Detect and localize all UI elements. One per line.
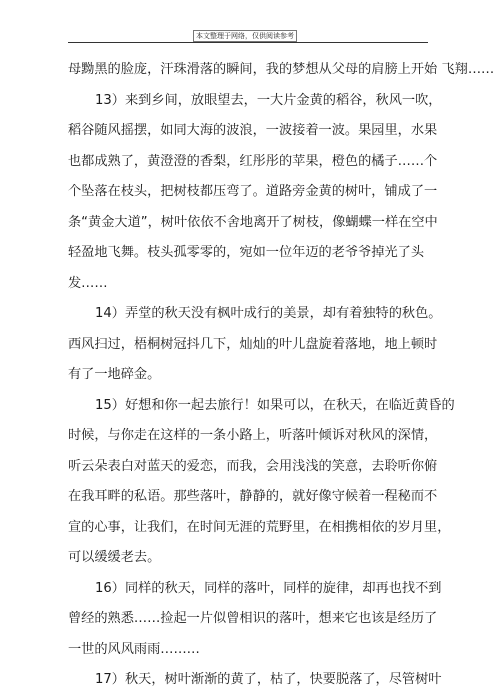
text-line: 个坠落在枝头，把树枝都压弯了。道路旁金黄的树叶，铺成了一 [68, 184, 438, 199]
text-line: 西风扫过，梧桐树冠抖几下，灿灿的叶儿盘旋着落地，地上顿时 [68, 336, 438, 352]
text-line: 宣的心事，让我们，在时间无涯的荒野里，在相携相依的岁月里， [68, 519, 451, 535]
text-line: 13）来到乡间，放眼望去，一大片金黄的稻谷，秋风一吹， [95, 92, 442, 108]
text-line: 17）秋天，树叶渐渐的黄了，枯了，快要脱落了，尽管树叶 [95, 672, 442, 687]
text-line: 条“黄金大道”，树叶依依不舍地离开了树枝，像蝴蝶一样在空中 [68, 214, 438, 230]
text-line: 15）好想和你一起去旅行！如果可以，在秋天，在临近黄昏的 [95, 397, 455, 413]
text-line: 稻谷随风摇摆，如同大海的波浪，一波接着一波。果园里，水果 [68, 123, 438, 138]
text-line: 时候，与你走在这样的一条小路上，听落叶倾诉对秋风的深情， [68, 428, 438, 443]
text-line: 14）弄堂的秋天没有枫叶成行的美景，却有着独特的秋色。 [95, 306, 442, 321]
text-line: 也都成熟了，黄澄澄的香梨，红彤彤的苹果，橙色的橘子……个 [68, 153, 438, 169]
text-line: 16）同样的秋天，同样的落叶，同样的旋律，却再也找不到 [95, 580, 442, 596]
text-line: 轻盈地飞舞。枝头孤零零的，宛如一位年迈的老爷爷掉光了头 [68, 245, 425, 260]
text-line: 在我耳畔的私语。那些落叶，静静的，就好像守候着一程秘而不 [68, 489, 438, 504]
header-divider [68, 42, 428, 43]
text-line: 可以缓缓老去。 [68, 550, 161, 565]
text-line: 发…… [68, 275, 108, 291]
text-line: 听云朵表白对蓝天的爱恋，而我，会用浅浅的笑意，去聆听你俯 [68, 458, 438, 474]
text-line: 曾经的熟悉……捡起一片似曾相识的落叶，想来它也该是经历了 [68, 611, 438, 626]
text-line: 一世的风风雨雨……… [68, 641, 200, 657]
text-line: 母黝黑的脸庞，汗珠滑落的瞬间，我的梦想从父母的肩膀上开始 飞翔…… [68, 62, 495, 77]
text-line: 有了一地碎金。 [68, 367, 161, 382]
header-disclaimer: 本文整理于网络，仅供阅读参考 [193, 30, 297, 42]
